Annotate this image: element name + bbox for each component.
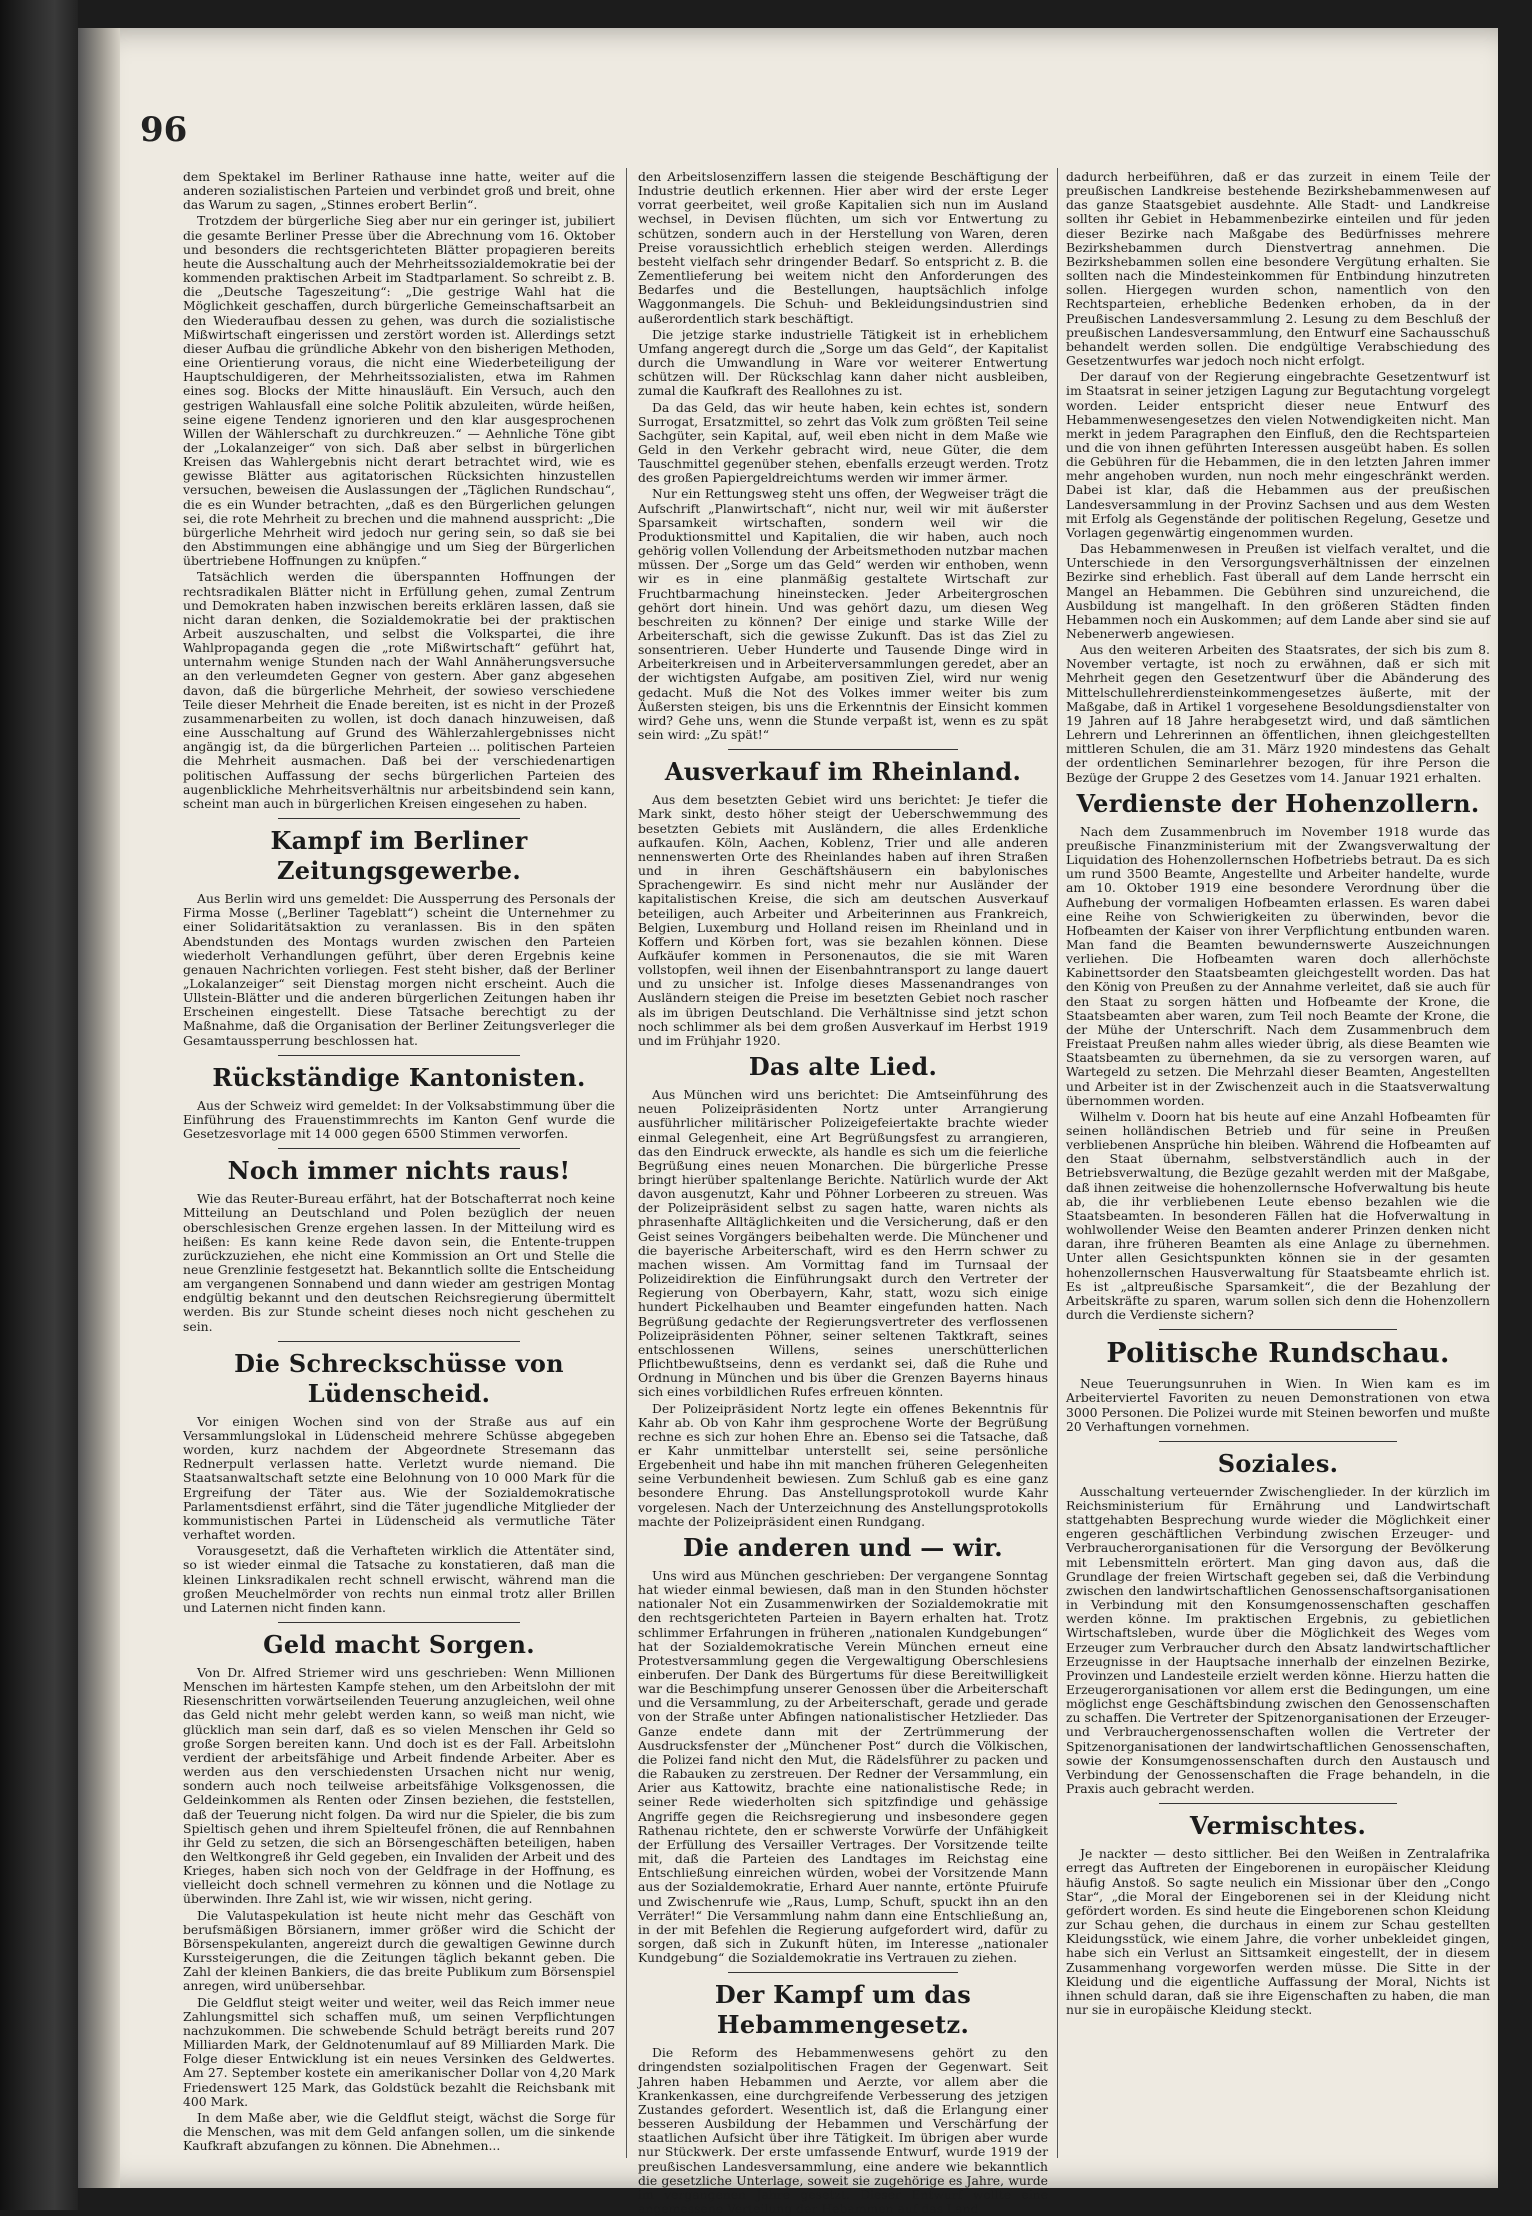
paragraph: Ausschaltung verteuernder Zwischenglieder. In der kürzlich im Reichsministerium für Ernährung und Landwirtschaft stattgehabten Besprechung wurde wieder die Möglichkeit einer engeren geschäftlichen Verbindung zwischen Erzeuger- und Verbraucherorganisationen für die Versorgung der Bevölkerung mit Lebensmitteln erörtert. Man ging davon aus, daß die Grundlage der freien Wirtschaft gegeben sei, daß die Verbindung zwischen den landwirtschaftlichen Genossenschaftsorganisationen in Verbindung mit den Konsumgenossenschaften geschaffen werden könne. Im praktischen Ergebnis, zu gebietlichen Wirtschaftsleben, wurde über die Möglichkeit des Weges vom Erzeuger zum Verbraucher durch den Absatz landwirtschaftlicher Erzeugnisse in der Hauptsache innerhalb der einzelnen Bezirke, Provinzen und Landesteile erzielt werden könne. Hierzu hatten die Erzeugerorganisationen vor allem erst die Bedingungen, um eine möglichst enge Geschäftsbindung zwischen den Genossenschaften zu schaffen. Die Vertreter der Spitzenorganisationen der Erzeuger- und Verbrauchergenossenschaften wollen die Vertreter der Spitzenorganisationen der landwirtschaftlichen Genossenschaften, sowie der Konsumgenossenschaften durch den Austausch und Verbindung der Genossenschaften die Frage behandeln, in die Praxis auch gebracht werden.	[1066, 1483, 1490, 1797]
column-2	[638, 169, 1048, 2216]
headline-politische-rundschau: Politische Rundschau.	[1106, 1338, 1450, 1370]
paragraph: Die jetzige starke industrielle Tätigkeit ist in erheblichem Umfang angeregt durch die „Sorge um das Geld“, der Kapitalist durch die Umwandlung in Ware vor weiterer Entwertung schützen will. Der Rückschlag kann daher nicht ausbleiben, zumal die Kaufkraft des Reallohnes zu ist.	[638, 326, 1048, 399]
paragraph: dadurch herbeiführen, daß er das zurzeit in einem Teile der preußischen Landkreise bestehende Bezirkshebammenwesen auf das ganze Staatsgebiet ausdehnte. Alle Stadt- und Landkreise sollten ihr Gebiet in Hebammenbezirke einteilen und für jeden dieser Bezirke nach Maßgabe des Bedürfnisses mehrere Bezirkshebammen durch Dienstvertrag annehmen. Die Bezirkshebammen sollen eine besondere Vergütung erhalten. Sie sollten nach die Mindesteinkommen für Entbindung hinzutreten sollen. Hiergegen wurden schon, namentlich von den Rechtsparteien, erhebliche Bedenken erhoben, da in der Preußischen Landesversammlung 2. Lesung zu dem Beschluß der preußischen Landesversammlung, den Entwurf eine Sachausschuß behandelt werden sollen. Die endgültige Verabschiedung des Gesetzentwurfes war jedoch noch nicht erfolgt.	[1066, 169, 1490, 369]
paragraph: Aus den weiteren Arbeiten des Staatsrates, der sich bis zum 8. November vertagte, ist noch zu erwähnen, daß er sich mit Mehrheit gegen den Gesetzentwurf über die Abänderung des Mittelschullehrerdiensteinkommengesetzes äußerte, mit der Maßgabe, daß in Artikel 1 vorgesehene Besoldungsdienstalter von 19 Jahren auf 18 Jahre herabgesetzt wird, und daß sämtlichen Lehrern und Lehrerinnen an öffentlichen, ihnen gleichgestellten mittleren Schulen, die am 31. März 1920 mindestens das Gehalt der ordentlichen Seminarlehrer bezogen, für ihre Person die Bezüge der Gruppe 2 des Gesetzes vom 14. Januar 1921 erhalten.	[1066, 642, 1490, 785]
section-divider	[1159, 1329, 1396, 1330]
headline-vermischtes: Vermischtes.	[1189, 1811, 1367, 1841]
headline-nichts-raus: Noch immer nichts raus!	[227, 1156, 571, 1186]
headline-ausverkauf: Ausverkauf im Rheinland.	[664, 757, 1022, 787]
headline-die-anderen: Die anderen und — wir.	[683, 1532, 1003, 1562]
paragraph: In dem Maße aber, wie die Geldflut steigt, wächst die Sorge für die Menschen, was mit dem Geld anfangen sollen, um die sinkende Kaufkraft abzufangen zu können. Die Abnehmen...	[183, 2109, 615, 2154]
page-gutter-shadow	[78, 28, 120, 2188]
page-number: 96	[140, 110, 188, 150]
headline-hebammengesetz: Der Kampf um das Hebammengesetz.	[714, 1980, 972, 2040]
paragraph: dem Spektakel im Berliner Rathause inne hatte, weiter auf die anderen sozialistischen Parteien und verbindet groß und breit, ohne das Warum zu sagen, „Stinnes erobert Berlin“.	[183, 169, 615, 213]
paragraph: Aus dem besetzten Gebiet wird uns berichtet: Je tiefer die Mark sinkt, desto höher steigt der Ueberschwemmung des besetzten Gebiets mit Ausländern, die alles Erdenkliche aufkaufen. Köln, Aachen, Koblenz, Trier und alle anderen nennenswerten Orte des Rheinlandes haben auf ihren Straßen und in ihren Geschäftshäusern ein babylonisches Sprachengewirr. Es sind nicht mehr nur Ausländer der kapitalistischen Kreise, die sich am deutschen Ausverkauf beteiligen, auch Arbeiter und Arbeiterinnen aus Frankreich, Belgien, Luxemburg und Holland reisen im Rheinland und in Koffern und Körben fort, was sie bezahlen können. Diese Aufkäufer kommen in Personenautos, die sie mit Waren vollstopfen, weil ihnen der Eisenbahntransport zu lange dauert und zu unsicher ist. Infolge dieses Massenandranges von Ausländern steigen die Preise im besetzten Gebiet noch rascher als im übrigen Deutschland. Die Verhältnisse sind jetzt schon noch schlimmer als bei dem großen Ausverkauf im Herbst 1919 und im Frühjahr 1920.	[638, 792, 1048, 1048]
column-1	[183, 170, 615, 2160]
section-divider	[278, 1341, 520, 1342]
paragraph: Die Reform des Hebammenwesens gehört zu den dringendsten sozialpolitischen Fragen der Gegenwart. Seit Jahren haben Hebammen und Aerzte, vor allem aber die Krankenkassen, eine durchgreifende Verbesserung des jetzigen Zustandes gefordert. Wesentlich ist, daß die Erlangung einer besseren Ausbildung der Hebammen und Verschärfung der staatlichen Aufsicht über ihre Tätigkeit. Im übrigen aber wurde nur Stückwerk. Der erste umfassende Entwurf, wurde 1919 der preußischen Landesversammlung, eine andere wie bekanntlich die gesetzliche Unterlage, soweit sie zugehörige es Jahre, wurde im vergangenen Jahre gesetzt. Dieser Entwurf wollte eine angemessene Verteilung der Hebammen auf das Land	[638, 2045, 1048, 2216]
column-rule	[1057, 168, 1058, 2158]
paragraph: Die Valutaspekulation ist heute nicht mehr das Geschäft von berufsmäßigen Börsianern, immer größer wird die Schicht der Börsenspekulanten, angereizt durch die gewaltigen Gewinne durch Kurssteigerungen, die die Zeitungen täglich bekannt geben. Die Zahl der kleinen Bankiers, die das breite Publikum zum Börsenspiel anregen, wird unübersehbar.	[183, 1907, 615, 1994]
headline-kantonisten: Rückständige Kantonisten.	[212, 1062, 586, 1092]
headline-hohenzollern: Verdienste der Hohenzollern.	[1076, 788, 1480, 818]
paragraph: Von Dr. Alfred Striemer wird uns geschrieben: Wenn Millionen Menschen im härtesten Kampfe stehen, um den Arbeitslohn der mit Riesenschritten vorwärtseilenden Teuerung anzugleichen, weil ohne das Geld nicht mehr gelebt werden kann, so weiß man nicht, wie glücklich man sein darf, daß es so vielen Menschen ihr Geld so große Sorgen bereiten kann. Und doch ist es der Fall. Arbeitslohn verdient der arbeitsfähige und Arbeit findende Arbeiter. Aber es werden aus den verschiedensten Ursachen nicht nur wenig, sondern auch noch teilweise arbeitsfähige Volksgenossen, die Geldeinkommen als Renten oder Zinsen beziehen, die feststellen, daß der Teuerung nicht folgen. Da wird nur die Spieler, die bis zum Spieltisch gehen und ihrem Spielteufel frönen, die auf Rennbahnen ihr Geld zu setzen, die sich an Börsengeschäften beteiligen, haben den Weltkongreß ihr Geld gegeben, ein Invaliden der Arbeit und des Krieges, haben sich noch von der Geldfrage in der Hoffnung, es vielleicht doch schnell vermehren zu können und die Notlage zu überwinden. Ihre Zahl ist, wie wir wissen, nicht gering.	[183, 1664, 615, 1907]
paragraph: Je nackter — desto sittlicher. Bei den Weißen in Zentralafrika erregt das Auftreten der Eingeborenen in europäischer Kleidung häufig Anstoß. So sagte neulich ein Missionar über den „Congo Star“, „die Moral der Eingeborenen sei in der Kleidung nicht gefördert worden. Es sind heute die Eingeborenen schon Kleidung zur Schau gehen, die durchaus in einem zur Schau gestellten Kleidungsstück, wie einem Jahre, die vorher unbekleidet gingen, habe sich ein Verlust an Sittsamkeit eingestellt, der in diesem Zusammenhang vorgeworfen werden müsse. Die Sitte in der Kleidung und die eigentliche Auffassung der Moral, Nichts ist ihnen schuld daran, daß sie ihre Eigenschaften zu haben, die man nur sie in europäische Kleidung steckt.	[1066, 1846, 1490, 2017]
section-divider	[1159, 1441, 1396, 1442]
paragraph: Vorausgesetzt, daß die Verhafteten wirklich die Attentäter sind, so ist wieder einmal die Tatsache zu konstatieren, daß man die kleinen Linksradikalen recht schnell erwischt, während man die großen Meuchelmörder von rechts nun einmal trotz aller Brillen und Laternen nicht finden kann.	[183, 1543, 615, 1615]
section-divider	[278, 1148, 520, 1149]
section-divider	[278, 1055, 520, 1056]
paragraph: Die Geldflut steigt weiter und weiter, weil das Reich immer neue Zahlungsmittel sich schaffen muß, um seinen Verpflichtungen nachzukommen. Die schwebende Schuld beträgt bereits rund 207 Milliarden Mark, der Geldnotenumlauf auf 89 Milliarden Mark. Die Folge dieser Entwicklung ist ein neues Versinken des Geldwertes. Am 27. September kostete ein amerikanischer Dollar von 4,20 Mark Friedenswert 125 Mark, das Goldstück bezahlt die Reichsbank mit 400 Mark.	[183, 1994, 615, 2109]
headline-alte-lied: Das alte Lied.	[748, 1052, 938, 1082]
paragraph: Wilhelm v. Doorn hat bis heute auf eine Anzahl Hofbeamten für seinen holländischen Betrieb und für seine in Preußen verbliebenen Ansprüche hin bleiben. Während die Hofbeamten auf den Staat übernahm, selbstverständlich auch in der Betriebsverwaltung, die Bezüge gezahlt werden mit der Maßgabe, daß ihnen zeitweise die hohenzollernsche Hofverwaltung bis heute ab, die ihr verbliebenen Leute ebenso bezahlen wie die Staatsbeamten. In besonderen Fällen hat die Hofverwaltung in wohlwollender Weise den Beamten anderer Prinzen denken nicht daran, ihre früheren Beamten als eine Anlage zu übernehmen. Unter allen Gesichtspunkten können sie in der gesamten hohenzollernschen Hausverwaltung für Staatsbeamte ehrlich ist. Es ist „altpreußische Sparsamkeit“, die der Bezahlung der Arbeitskräfte zu sparen, warum sollen sich denn die Hohenzollern durch die Verdienste sichern?	[1066, 1108, 1490, 1323]
paragraph: Der darauf von der Regierung eingebrachte Gesetzentwurf ist im Staatsrat in seiner jetzigen Lagung zur Begutachtung vorgelegt worden. Leider entspricht dieser neue Entwurf des Hebammenwesengesetzes den vielen Notwendigkeiten nicht. Man merkt in jedem Paragraphen den Einfluß, den die Rechtsparteien und die von ihnen geführten Interessen ausgeübt haben. Es sollen die Gebühren für die Hebammen, die in den letzten Jahren immer mehr angehoben wurden, nun noch mehr eingeschränkt werden. Dabei ist klar, daß die Hebammen aus der preußischen Landesversammlung in der Provinz Sachsen und aus dem Westen mit Erfolg als Gegenstände der politischen Regelung, Gesetze und Vorlagen gegenwärtig eingenommen wurden.	[1066, 369, 1490, 540]
section-divider	[278, 818, 520, 819]
headline-soziales: Soziales.	[1217, 1448, 1339, 1478]
column-3	[1066, 170, 1490, 2160]
paragraph: Nur ein Rettungsweg steht uns offen, der Wegweiser trägt die Aufschrift „Planwirtschaft“, nicht nur, weil wir mit äußerster Sparsamkeit wirtschaften, sondern weil wir die Produktionsmittel und Kapitalien, die wir haben, auch noch gehörig vollen Vollendung der Arbeitsmethoden nutzbar machen müssen. Der „Sorge um das Geld“ werden wir enthoben, wenn wir es in eine planmäßig gestaltete Wirtschaft zur Fruchtbarmachung hineinstecken. Jeder Arbeitergroschen gehört dort hinein. Und was gehört dazu, um diesen Weg beschreiten zu können? Der einige und starke Wille der Arbeiterschaft, sich die gewisse Zukunft. Das ist das Ziel zu sonsentrieren. Ueber Hunderte und Tausende Dinge wird in Arbeiterkreisen und in Arbeiterversammlungen geredet, aber an der wichtigsten Aufgabe, am positiven Ziel, wird nur wenig gedacht. Muß die Not des Volkes immer weiter bis zum Äußersten steigen, bis uns die Erkenntnis der Einsicht kommen wird? Gehe uns, wenn die Stunde verpaßt ist, wenn es zu spät sein wird: „Zu spät!“	[638, 486, 1048, 743]
section-divider	[278, 1622, 520, 1623]
headline-zeitungsgewerbe: Kampf im Berliner Zeitungsgewerbe.	[270, 826, 528, 886]
book-binding	[0, 0, 78, 2210]
column-rule	[626, 168, 627, 2158]
paragraph: Neue Teuerungsunruhen in Wien. In Wien kam es im Arbeiterviertel Favoriten zu neuen Demonstrationen von etwa 3000 Personen. Die Polizei wurde mit Steinen beworfen und mußte 20 Verhaftungen vornehmen.	[1066, 1376, 1490, 1434]
paragraph: Vor einigen Wochen sind von der Straße aus auf ein Versammlungslokal in Lüdenscheid mehrere Schüsse abgegeben worden, kurz nachdem der Abgeordnete Stresemann das Rednerpult verlassen hatte. Verletzt wurde niemand. Die Staatsanwaltschaft setzte eine Belohnung von 10 000 Mark für die Ergreifung der Täter aus. Wie der Sozialdemokratische Parlamentsdienst erfährt, sind die Täter jugendliche Mitglieder der kommunistischen Partei in Lüdenscheid als vermutliche Täter verhaftet worden.	[183, 1413, 615, 1543]
headline-geld-sorgen: Geld macht Sorgen.	[263, 1629, 535, 1659]
paragraph: Uns wird aus München geschrieben: Der vergangene Sonntag hat wieder einmal bewiesen, daß man in den Stunden höchster nationaler Not ein Zusammenwirken der Sozialdemokratie mit den rechtsgerichteten Parteien in Bayern erhalten hat. Trotz schlimmer Erfahrungen in früheren „nationalen Kundgebungen“ hat der Sozialdemokratische Verein München erneut eine Protestversammlung gegen die Vergewaltigung Oberschlesiens einberufen. Der Dank des Bürgertums für diese Bereitwilligkeit war die Beschimpfung unserer Genossen über die Arbeiterschaft und die Versammlung, zu der Arbeiterschaft, gerade und gerade von der Straße unter Abfingen nationalistischer Hetzlieder. Das Ganze endete dann mit der Zertrümmerung der Ausdrucksfenster der „Münchener Post“ durch die Völkischen, die Polizei fand nicht den Mut, die Rädelsführer zu packen und die Rabauken zu zerstreuen. Der Redner der Versammlung, ein Arier aus Kattowitz, brachte eine nationalistische Rede; in seiner Rede wiederholten sich spitzfindige und gehässige Angriffe gegen die Reichsregierung und insbesondere gegen Rathenau richtete, den er schwerste Vorwürfe der Unfähigkeit der Erfüllung des Versailler Vertrages. Der Vorsitzende teilte mit, daß die Parteien des Landtages im Reichstag eine Entschließung einreichen würden, wobei der Vorsitzende Mann aus der Sozialdemokratie, Erhard Auer nannte, ertönte Pfuirufe und Zwischenrufe wie „Raus, Lump, Schuft, spuckt ihn an den Verräter!“ Die Versammlung nahm dann eine Entschließung an, in der mit Befehlen die Regierung aufgefordert wird, dafür zu sorgen, daß sich in Zukunft hüten, im Interesse „nationaler Kundgebung“ die Sozialdemokratie ins Vertrauen zu ziehen.	[638, 1567, 1048, 1966]
paragraph: Aus der Schweiz wird gemeldet: In der Volksabstimmung über die Einführung des Frauenstimmrechts im Kanton Genf wurde die Gesetzesvorlage mit 14 000 gegen 6500 Stimmen verworfen.	[183, 1097, 615, 1142]
paragraph: Das Hebammenwesen in Preußen ist vielfach veraltet, und die Unterschiede in den Versorgungsverhältnissen der einzelnen Bezirke sind erheblich. Fast überall auf dem Lande herrscht ein Mangel an Hebammen. Die Gebühren sind unzureichend, die Ausbildung ist mangelhaft. In den größeren Städten finden Hebammen noch ein Auskommen; auf dem Lande aber sind sie auf Nebenerwerb angewiesen.	[1066, 541, 1490, 641]
paragraph: Nach dem Zusammenbruch im November 1918 wurde das preußische Finanzministerium mit der Zwangsverwaltung der Liquidation des Hohenzollernschen Hofbetriebs betraut. Da es sich um rund 3500 Beamte, Angestellte und Arbeiter handelte, wurde am 10. Oktober 1919 eine besondere Verordnung über die Aufhebung der vormaligen Hofbeamten erlassen. Es waren dabei eine Reihe von Schwierigkeiten zu überwinden, bevor die Hofbeamten der Kaiser von ihrer Verpflichtung entbunden waren. Man fand die Beamten bewundernswerte Auszeichnungen verliehen. Die Hofbeamten waren doch allerhöchste Kabinettsorder den Staatsbeamten gleichgestellt worden. Das hat den König von Preußen zu der Annahme verleitet, daß sie auch für den Staat zu sorgen hätten und Hofbeamte der Krone, die Staatsbeamten aber waren, zum Teil noch Beamte der Krone, die der Mühe der Unterschrift. Nach dem Zusammenbruch dem Freistaat Preußen nahm alles wieder übrig, als diese Beamten wie Staatsbeamten zu übernehmen, da sie zu versorgen waren, auf Wartegeld zu setzen. Die Mehrzahl dieser Beamten, Angestellten und Arbeiter ist in der Zwischenzeit auch in die Staatsverwaltung übernommen worden.	[1066, 823, 1490, 1108]
headline-luedenscheid: Die Schreckschüsse von Lüdenscheid.	[234, 1348, 564, 1408]
section-divider	[728, 1972, 958, 1973]
section-divider	[728, 749, 958, 750]
paragraph: Aus München wird uns berichtet: Die Amtseinführung des neuen Polizeipräsidenten Nortz unter Arrangierung ausführlicher militärischer Polizeigefeiertakte brachte wieder einmal Gelegenheit, eine Art Begrüßungsfest zu arrangieren, das den Eindruck erweckte, als handle es sich um die feierliche Begrüßung eines neuen Monarchen. Die bürgerliche Presse bringt hierüber spaltenlange Berichte. Natürlich wurde der Akt davon ausgenutzt, Kahr und Pöhner Lorbeeren zu streuen. Was der Polizeipräsident selbst zu sagen hatte, waren nichts als phrasenhafte Alltäglichkeiten und die Versicherung, daß er den Geist seines Vorgängers beibehalten werde. Die Münchener und die bayerische Arbeiterschaft, wird es den Herrn schwer zu machen wissen. Am Vormittag fand im Turnsaal der Polizeidirektion die Einführungsakt durch den Vertreter der Regierung von Oberbayern, Kahr, statt, wozu sich einige hundert Pickelhauben und Beamter eingefunden hatten. Nach Begrüßung gedachte der Regierungsvertreter des verflossenen Polizeipräsidenten Pöhner, seiner seltenen Taktkraft, seines entschlossenen Willens, seines unerschütterlichen Pflichtbewußtseins, denn es verdankt sei, daß die Ruhe und Ordnung in München und bis über die Grenzen Bayerns hinaus sich eines vorbildlichen Rufes erfreuen könnten.	[638, 1087, 1048, 1400]
paragraph: Der Polizeipräsident Nortz legte ein offenes Bekenntnis für Kahr ab. Ob von Kahr ihm gesprochene Worte der Begrüßung rechne es sich zur hohen Ehre an. Ebenso sei die Tatsache, daß er Kahr unmittelbar unterstellt sei, seine persönliche Ergebenheit und habe ihn mit manchen früheren Gelegenheiten seine Verbundenheit bewiesen. Zum Schluß gab es eine ganz besondere Ehrung. Das Anstellungsprotokoll wurde Kahr vorgelesen. Nach der Unterzeichnung des Anstellungsprotokolls machte der Polizeipräsident einen Rundgang.	[638, 1400, 1048, 1529]
paragraph: Tatsächlich werden die überspannten Hoffnungen der rechtsradikalen Blätter nicht in Erfüllung gehen, zumal Zentrum und Demokraten haben inzwischen bereits erklären lassen, daß sie nicht daran denken, die Sozialdemokratie bei der praktischen Arbeit auszuschalten, und selbst die Volkspartei, die ihre Wahlpropaganda gegen die „rote Mißwirtschaft“ geführt hat, unternahm wenige Stunden nach der Wahl Annäherungsversuche an den verleumdeten Gegner von gestern. Aber ganz abgesehen davon, daß die bürgerliche Mehrheit, der sowieso verschiedene Teile dieser Mehrheit die Enade bereiten, ist es nicht in der Prozeß zusammenarbeiten zu wollen, ist doch danach hinzuweisen, daß eine Ausschaltung auf Grund des Wählerzahlergebnisses nicht angängig ist, da die bürgerlichen Parteien ... politischen Parteien die Mehrheit ausmachen. Daß bei der verschiedenartigen politischen Auffassung der sechs bürgerlichen Parteien des augenblickliche Mehrheitsverhältnis nur arbeitsbindend sein kann, scheint man auch in bürgerlichen Kreisen eingesehen zu haben.	[183, 569, 615, 811]
paragraph: Trotzdem der bürgerliche Sieg aber nur ein geringer ist, jubiliert die gesamte Berliner Presse über die Abrechnung vom 16. Oktober und besonders die rechtsgerichteten Blätter propagieren bereits heute die Ausschaltung auch der Mehrheitssozialdemokratie bei der kommenden praktischen Arbeit im Stadtparlament. So schreibt z. B. die „Deutsche Tageszeitung“: „Die gestrige Wahl hat die Möglichkeit geschaffen, durch bürgerliche Gemeinschaftsarbeit an den Wiederaufbau dessen zu gehen, was durch die sozialistische Mißwirtschaft eingerissen und zerstört worden ist. Allerdings setzt dieser Aufbau die gründliche Abkehr von den bisherigen Methoden, eine Orientierung voraus, die nicht eine Wiederbeteiligung der Hauptschuldigeren, der Mehrheitssozialisten, etwa im Rahmen eines sog. Blocks der Mitte hinausläuft. Ein Versuch, auch den gestrigen Wahlausfall eine solche Politik abzuleiten, würde heißen, seine eigene Tendenz ignorieren und den klar ausgesprochenen Willen der Wählerschaft zu durchkreuzen.“ — Aehnliche Töne gibt der „Lokalanzeiger“ von sich. Daß aber selbst in bürgerlichen Kreisen das Wahlergebnis nicht derart betrachtet wird, wie es gewisse Blätter aus agitatorischen Rücksichten hinzustellen versuchen, beweisen die Auslassungen der „Täglichen Rundschau“, die es ein Wunder betrachten, „daß es den Bürgerlichen gelungen sei, die rote Mehrheit zu brechen und die mahnend ausspricht: „Die bürgerliche Mehrheit wird jedoch nur gering sein, so daß sie bei den Abstimmungen eine abhängige und um Sieg der Bürgerlichen übertriebene Hoffnungen zu knüpfen.“	[183, 213, 615, 569]
paragraph: Da das Geld, das wir heute haben, kein echtes ist, sondern Surrogat, Ersatzmittel, so zehrt das Volk zum größten Teil seine Sachgüter, sein Kapital, auf, weil eben nicht in dem Maße wie Geld in den Verkehr gebracht wird, neue Güter, die dem Tauschmittel gegenüber stehen, ebenfalls erzeugt werden. Trotz des großen Papiergeldreichtums werden wir immer ärmer.	[638, 399, 1048, 486]
paragraph: den Arbeitslosenziffern lassen die steigende Beschäftigung der Industrie deutlich erkennen. Hier aber wird der erste Leger vorrat geerbeitet, weil große Kapitalien sich nun im Ausland wechsel, in Devisen flüchten, um sich vor Entwertung zu schützen, sondern auch in der Herstellung von Waren, deren Preise voraussichtlich erheblich steigen werden. Allerdings besteht vielfach sehr dringender Bedarf. So entspricht z. B. die Zementlieferung bei weitem nicht den Anforderungen des Bedarfes und die Bestellungen, hauptsächlich infolge Waggonmangels. Die Schuh- und Bekleidungsindustrien sind außerordentlich stark beschäftigt.	[638, 169, 1048, 326]
section-divider	[1159, 1803, 1396, 1804]
paragraph: Wie das Reuter-Bureau erfährt, hat der Botschafterrat noch keine Mitteilung an Deutschland und Polen bezüglich der neuen oberschlesischen Grenze ergehen lassen. In der Mitteilung wird es heißen: Es kann keine Rede davon sein, die Entente-truppen zurückzuziehen, ehe nicht eine Kommission an Ort und Stelle die neue Grenzlinie festgesetzt hat. Bekanntlich sollte die Entscheidung am vergangenen Sonnabend und dann wieder am gestrigen Montag endgültig bekannt und den deutschen Reichsregierung übermittelt werden. Bis zur Stunde scheint dieses noch nicht geschehen zu sein.	[183, 1191, 615, 1334]
paragraph: Aus Berlin wird uns gemeldet: Die Aussperrung des Personals der Firma Mosse („Berliner Tageblatt“) scheint die Unternehmer zu einer Solidaritätsaktion zu veranlassen. Bis in den späten Abendstunden des Montags wurden zwischen den Parteien wiederholt Verhandlungen geführt, über deren Ergebnis keine genauen Nachrichten vorliegen. Fest steht bisher, daß der Berliner „Lokalanzeiger“ seit Dienstag morgen nicht erscheint. Auch die Ullstein-Blätter und die anderen bürgerlichen Zeitungen haben ihr Erscheinen eingestellt. Diese Tatsache berechtigt zu der Maßnahme, daß die Organisation der Berliner Zeitungsverleger die Gesamtaussperrung beschlossen hat.	[183, 891, 615, 1048]
